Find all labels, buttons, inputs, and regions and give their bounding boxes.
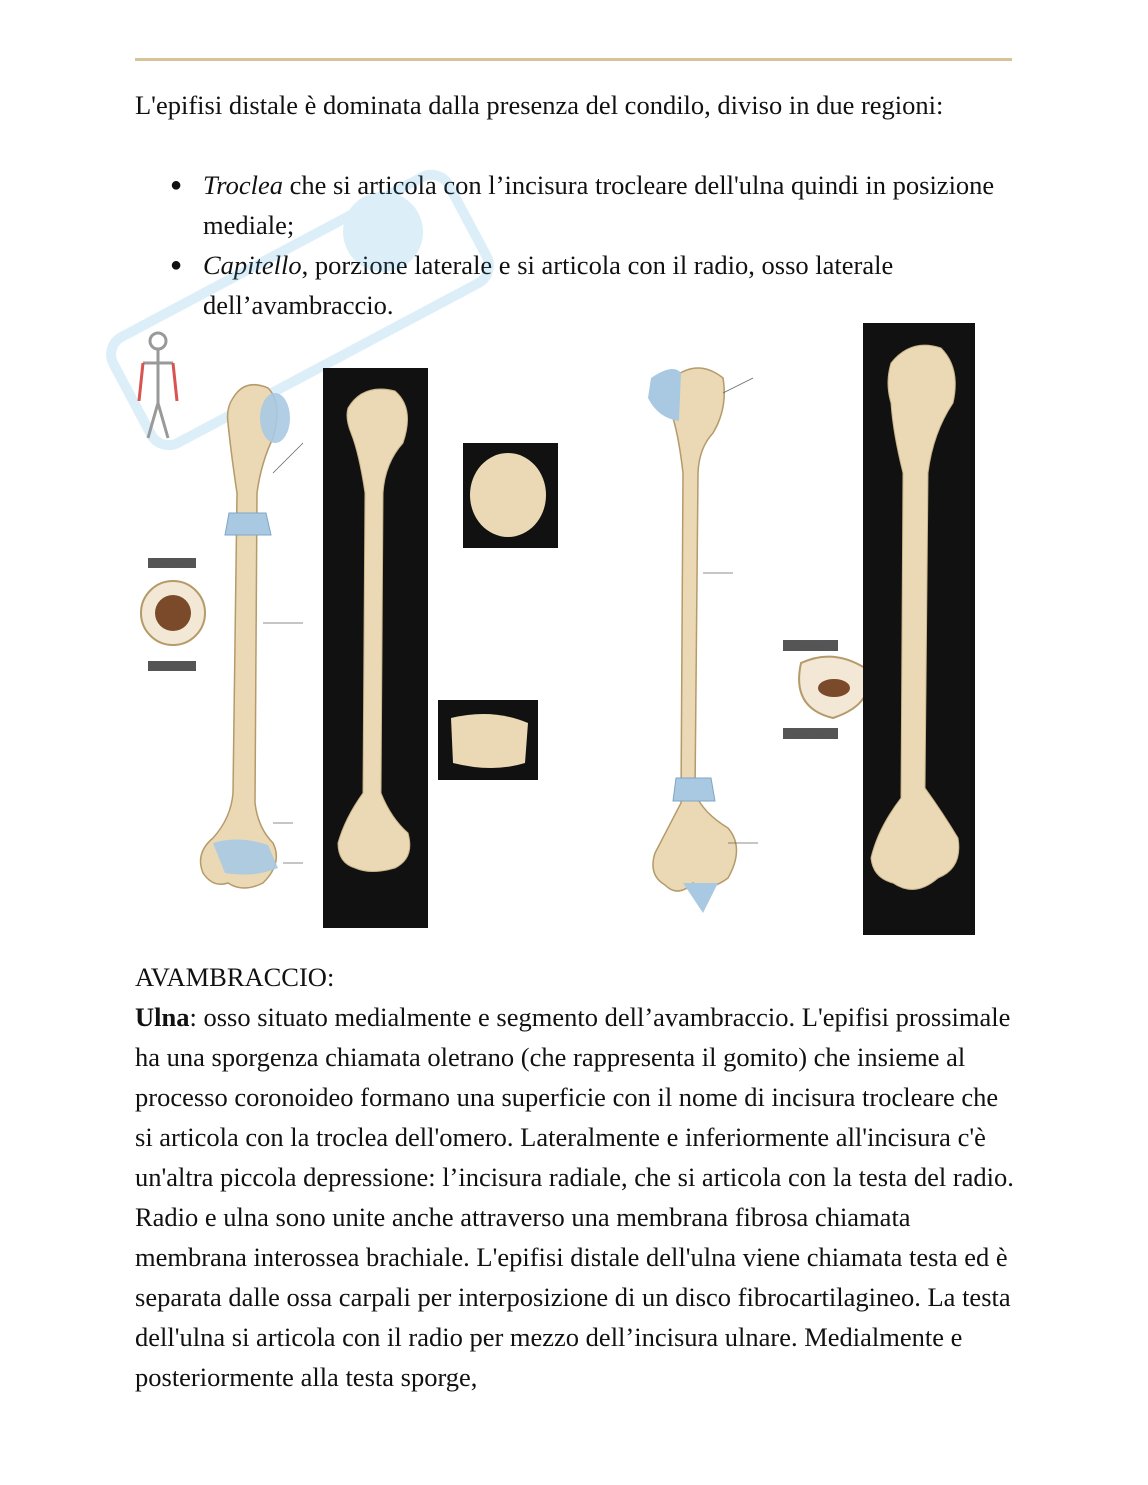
list-item — [135, 245, 1015, 325]
box-label-anteriore-2: ANTERIORE — [793, 644, 827, 650]
humerus-photo-panel-1 — [323, 368, 428, 928]
humerus-distal-inset — [438, 700, 538, 780]
skeleton-thumbnail — [139, 333, 177, 438]
humerus-posterior-illustration — [648, 368, 868, 913]
bullet-icon: ● — [170, 254, 183, 276]
header-rule — [135, 58, 1012, 61]
ulna-text — [135, 997, 1015, 1397]
humerus-photo-panel-2 — [863, 323, 975, 935]
term-ulna: Ulna — [135, 1002, 190, 1032]
ulna-description: : osso situato medialmente e segmento dell’avambraccio. L'epifisi prossimale ha una sporgenza chiamata oletrano (che rappresenta il gomito) che insieme al processo coronoideo formano una superficie con il nome di incisura trocleare che si articola con la troclea dell'omero. Lateralmente e inferiormente all'incisura c'è un'altra piccola depressione: l’incisura radiale, che si articola con la testa del radio. Radio e ulna sono unite anche attraverso una membrana fibrosa chiamata membrana interossea brachiale. L'epifisi distale dell'ulna viene chiamata testa ed è separata dalle ossa carpali per interposizione di un disco fibrocartilagineo. La testa dell'ulna si articola con il radio per mezzo dell’incisura ulnare. Medialmente e posteriormente alla testa sporge, — [135, 1002, 1014, 1392]
term-capitello: Capitello — [203, 250, 302, 280]
box-label-anteriore: ANTERIORE — [155, 665, 189, 671]
capitello-description: , porzione laterale e si articola con il radio, osso laterale dell’avambraccio. — [203, 250, 894, 320]
humerus-anterior-illustration — [139, 333, 303, 888]
section-title: AVAMBRACCIO: — [135, 962, 335, 992]
humerus-head-inset — [463, 443, 558, 548]
term-troclea: Troclea — [203, 170, 283, 200]
condyle-regions-list — [135, 165, 1015, 325]
bullet-icon: ● — [170, 174, 183, 196]
ulna-paragraph — [135, 997, 1015, 1397]
list-item — [135, 165, 1015, 245]
humerus-illustration — [133, 323, 1045, 948]
box-label-posteriore: POSTERIORE — [153, 562, 191, 568]
intro-paragraph: L'epifisi distale è dominata dalla presenza del condilo, diviso in due regioni: — [135, 90, 944, 120]
troclea-description: che si articola con l’incisura trocleare dell'ulna quindi in posizione mediale; — [203, 170, 995, 240]
box-label-posteriore-2: POSTERIORE — [791, 732, 829, 738]
